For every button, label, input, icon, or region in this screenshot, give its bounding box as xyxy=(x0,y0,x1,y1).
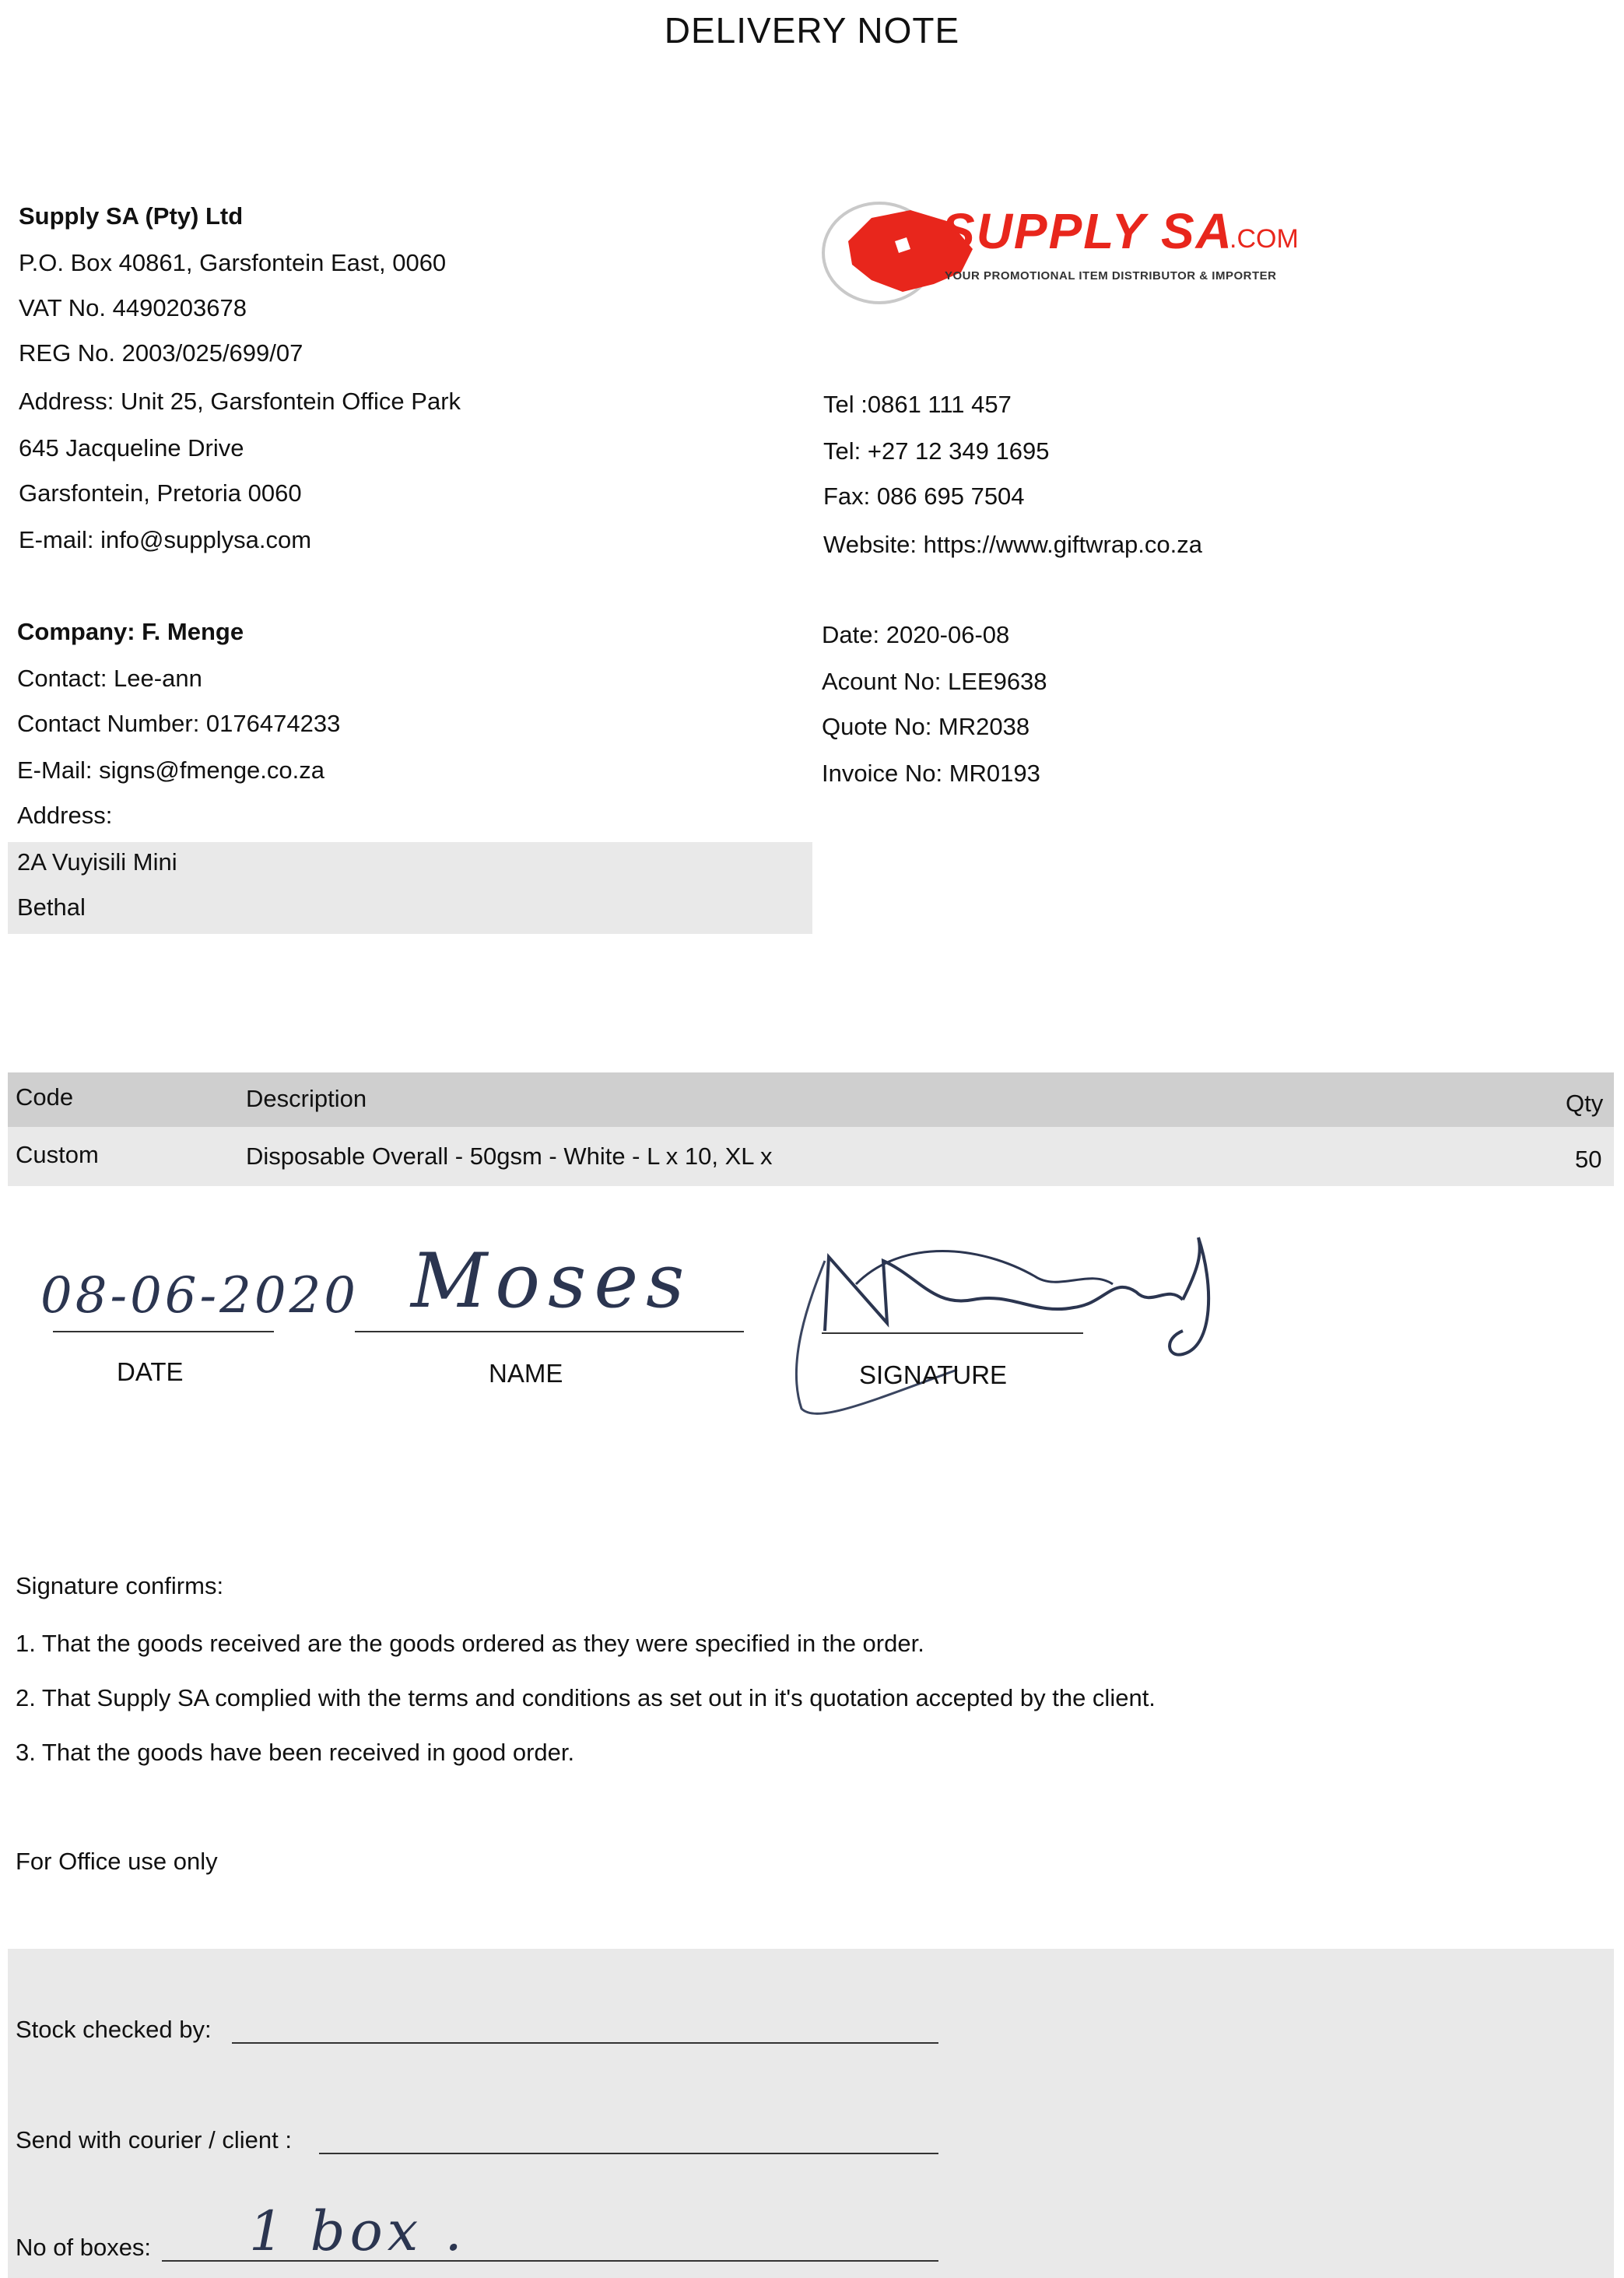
customer-email: E-Mail: signs@fmenge.co.za xyxy=(17,756,325,784)
document-date: Date: 2020-06-08 xyxy=(822,621,1010,648)
customer-company: Company: F. Menge xyxy=(17,618,244,645)
customer-address-line2: Bethal xyxy=(17,893,86,921)
supplier-vat: VAT No. 4490203678 xyxy=(19,294,247,321)
header-qty: Qty xyxy=(1566,1090,1604,1117)
confirms-item: 3. That the goods have been received in good order. xyxy=(16,1739,575,1766)
date-line xyxy=(53,1331,274,1332)
handwritten-boxes: 1 box . xyxy=(249,2199,467,2263)
confirms-heading: Signature confirms: xyxy=(16,1572,224,1599)
signature-line xyxy=(822,1332,1083,1334)
row-qty: 50 xyxy=(1575,1146,1602,1173)
supplier-name: Supply SA (Pty) Ltd xyxy=(19,202,244,230)
name-label: NAME xyxy=(489,1359,563,1388)
contact-tel1: Tel :0861 111 457 xyxy=(823,391,1012,418)
document-quote: Quote No: MR2038 xyxy=(822,713,1030,740)
customer-address-label: Address: xyxy=(17,802,113,829)
supplier-reg: REG No. 2003/025/699/07 xyxy=(19,339,303,367)
row-description: Disposable Overall - 50gsm - White - L x 10, XL x xyxy=(246,1143,773,1170)
stock-checked-label: Stock checked by: xyxy=(16,2016,212,2043)
courier-label: Send with courier / client : xyxy=(16,2126,292,2153)
customer-contact: Contact: Lee-ann xyxy=(17,665,202,692)
customer-address-line1: 2A Vuyisili Mini xyxy=(17,848,177,876)
row-code: Custom xyxy=(16,1141,99,1168)
document-title: DELIVERY NOTE xyxy=(664,10,960,51)
header-description: Description xyxy=(246,1085,367,1112)
contact-website: Website: https://www.giftwrap.co.za xyxy=(823,531,1203,558)
document-account: Acount No: LEE9638 xyxy=(822,668,1047,695)
supplier-address-line2: 645 Jacqueline Drive xyxy=(19,434,244,462)
signature-label: SIGNATURE xyxy=(859,1360,1008,1389)
supplier-address-line1: Address: Unit 25, Garsfontein Office Park xyxy=(19,388,461,415)
confirms-item: 1. That the goods received are the goods ordered as they were specified in the order. xyxy=(16,1630,924,1657)
contact-fax: Fax: 086 695 7504 xyxy=(823,483,1025,510)
supply-sa-logo xyxy=(817,187,1315,311)
handwritten-name: Moses xyxy=(411,1237,693,1325)
supplier-po-box: P.O. Box 40861, Garsfontein East, 0060 xyxy=(19,249,447,276)
office-heading: For Office use only xyxy=(16,1848,218,1875)
customer-number: Contact Number: 0176474233 xyxy=(17,710,341,737)
boxes-label: No of boxes: xyxy=(16,2234,152,2261)
stock-checked-field[interactable] xyxy=(232,2042,938,2044)
contact-tel2: Tel: +27 12 349 1695 xyxy=(823,437,1050,465)
date-label: DATE xyxy=(117,1357,184,1386)
signature-scribble xyxy=(778,1191,1261,1424)
confirms-item: 2. That Supply SA complied with the terms and conditions as set out in it's quotation accepted by the client. xyxy=(16,1684,1156,1711)
courier-field[interactable] xyxy=(319,2153,938,2154)
supplier-email: E-mail: info@supplysa.com xyxy=(19,526,312,553)
name-line xyxy=(355,1331,744,1332)
logo-tagline: YOUR PROMOTIONAL ITEM DISTRIBUTOR & IMPORTER xyxy=(945,269,1277,283)
logo-brand: SUPPLY SA xyxy=(942,203,1233,259)
document-invoice: Invoice No: MR0193 xyxy=(822,760,1040,787)
handwritten-date: 08-06-2020 xyxy=(40,1267,359,1325)
supplier-address-line3: Garsfontein, Pretoria 0060 xyxy=(19,479,302,507)
logo-suffix: .COM xyxy=(1229,224,1299,254)
header-code: Code xyxy=(16,1083,74,1111)
